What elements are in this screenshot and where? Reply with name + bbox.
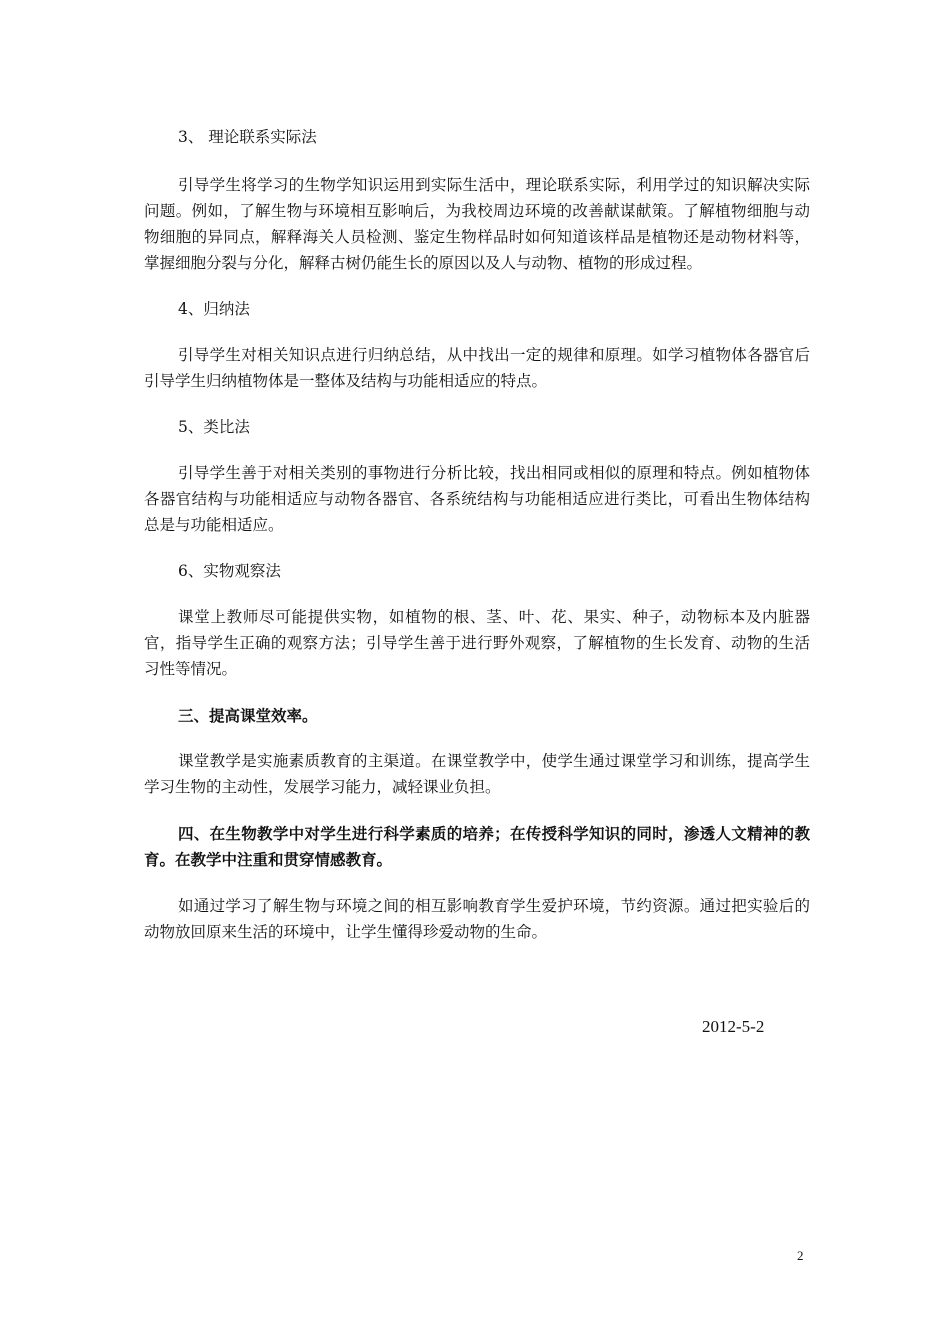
section-heading-5: 5、类比法 — [178, 418, 250, 436]
section-body-three: 课堂教学是实施素质教育的主渠道。在课堂教学中，使学生通过课堂学习和训练，提高学生学习生物的主动性，发展学习能力，减轻课业负担。 — [144, 752, 810, 796]
section-heading-four: 四、在生物教学中对学生进行科学素质的培养；在传授科学知识的同时，渗透人文精神的教育。在教学中注重和贯穿情感教育。 — [144, 824, 810, 869]
document-date: 2012-5-2 — [702, 1017, 765, 1036]
page-number: 2 — [797, 1248, 804, 1263]
section-heading-4: 4、归纳法 — [178, 300, 250, 318]
section-body-four: 如通过学习了解生物与环境之间的相互影响教育学生爱护环境，节约资源。通过把实验后的动物放回原来生活的环境中，让学生懂得珍爱动物的生命。 — [144, 897, 810, 941]
section-body-4: 引导学生对相关知识点进行归纳总结，从中找出一定的规律和原理。如学习植物体各器官后引导学生归纳植物体是一整体及结构与功能相适应的特点。 — [144, 346, 810, 390]
section-body-5: 引导学生善于对相关类别的事物进行分析比较，找出相同或相似的原理和特点。例如植物体各器官结构与功能相适应与动物各器官、各系统结构与功能相适应进行类比，可看出生物体结构总是与功能相适应。 — [144, 464, 810, 534]
section-heading-3: 3、 理论联系实际法 — [178, 128, 317, 146]
section-heading-6: 6、实物观察法 — [178, 562, 281, 580]
section-body-3: 引导学生将学习的生物学知识运用到实际生活中，理论联系实际，利用学过的知识解决实际问题。例如，了解生物与环境相互影响后，为我校周边环境的改善献谋献策。了解植物细胞与动物细胞的异同点，解释海关人员检测、鉴定生物样品时如何知道该样品是植物还是动物材料等，掌握细胞分裂与分化，解释古树仍能生长的原因以及人与动物、植物的形成过程。 — [144, 176, 810, 272]
section-body-6: 课堂上教师尽可能提供实物，如植物的根、茎、叶、花、果实、种子，动物标本及内脏器官，指导学生正确的观察方法；引导学生善于进行野外观察，了解植物的生长发育、动物的生活习性等情况。 — [144, 608, 810, 678]
section-heading-three: 三、提高课堂效率。 — [178, 706, 318, 725]
